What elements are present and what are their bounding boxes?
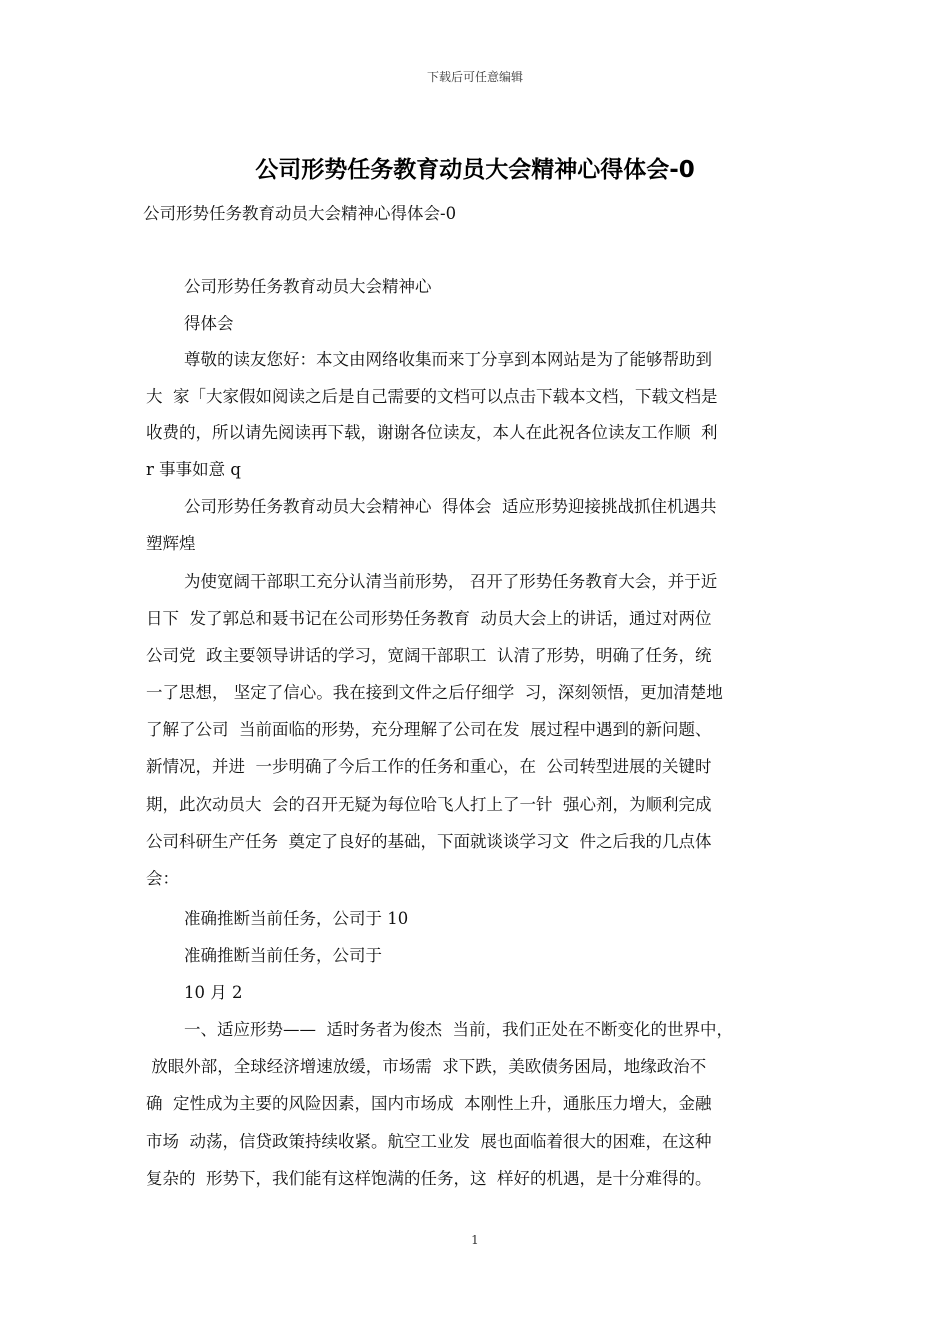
body-line: 10 月 2 [184,983,243,1002]
page-number: 1 [471,1233,479,1247]
body-line: 收费的，所以请先阅读再下载，谢谢各位读友，本人在此祝各位读友工作顺 利 [146,423,718,442]
body-line: 确 定性成为主要的风险因素，国内市场成 本刚性上升，通胀压力增大，金融 [146,1094,712,1113]
body-line: 会： [146,869,179,888]
body-line: 期，此次动员大 会的召开无疑为每位哈飞人打上了一针 强心剂，为顺利完成 [146,795,712,814]
body-line: 日下 发了郭总和聂书记在公司形势任务教育 动员大会上的讲话，通过对两位 [146,609,712,628]
body-line: 一、适应形势—— 适时务者为俊杰 当前，我们正处在不断变化的世界中， [184,1020,733,1039]
body-line: 一了思想， 坚定了信心。我在接到文件之后仔细学 习，深刻领悟，更加清楚地 [146,683,723,702]
body-line: 尊敬的读友您好：本文由网络收集而来丁分享到本网站是为了能够帮助到 [184,350,712,369]
body-line: 市场 动荡，信贷政策持续收紧。航空工业发 展也面临着很大的困难，在这种 [146,1132,712,1151]
body-line: 公司党 政主要领导讲话的学习，宽阔干部职工 认清了形势，明确了任务，统 [146,646,712,665]
document-subtitle: 公司形势任务教育动员大会精神心得体会-0 [143,204,457,223]
body-line: 复杂的 形势下，我们能有这样饱满的任务，这 样好的机遇，是十分难得的。 [146,1169,712,1188]
body-line: 公司形势任务教育动员大会精神心 [184,277,432,296]
body-line: 公司形势任务教育动员大会精神心 得体会 适应形势迎接挑战抓住机遇共 [184,497,717,516]
body-line: 公司科研生产任务 奠定了良好的基础，下面就谈谈学习文 件之后我的几点体 [146,832,712,851]
document-title: 公司形势任务教育动员大会精神心得体会-0 [255,157,695,183]
body-line: 准确推断当前任务，公司于 [184,946,382,965]
page-header-note: 下载后可任意编辑 [426,70,523,84]
body-line: 了解了公司 当前面临的形势，充分理解了公司在发 展过程中遇到的新问题、 [146,720,712,739]
body-line: 得体会 [184,314,234,333]
body-line: 大 家「大家假如阅读之后是自己需要的文档可以点击下载本文档，下载文档是 [146,387,718,406]
body-line: 塑辉煌 [146,534,196,553]
body-line: 为使宽阔干部职工充分认清当前形势， 召开了形势任务教育大会，并于近 [184,572,718,591]
body-line: 新情况，并进 一步明确了今后工作的任务和重心，在 公司转型进展的关键时 [146,757,712,776]
body-line: r 事事如意 q [146,460,241,479]
body-line: 准确推断当前任务，公司于 10 [184,909,409,928]
body-line: 放眼外部，全球经济增速放缓，市场需 求下跌，美欧债务困局，地缘政治不 [146,1057,707,1076]
